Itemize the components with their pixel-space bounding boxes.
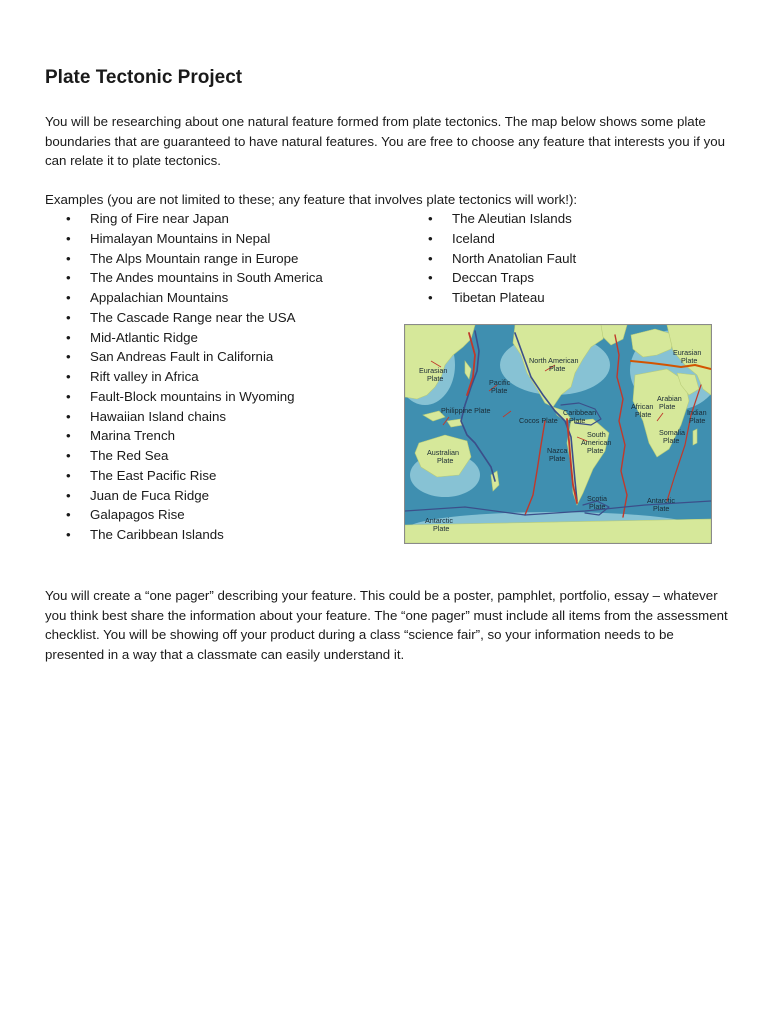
plate-boundaries-map xyxy=(404,324,712,544)
examples-list-left xyxy=(66,209,386,545)
label-caribbean: Caribbean Plate xyxy=(563,408,597,425)
label-antarctic-left: Antarctic Plate xyxy=(425,516,453,533)
list-item: • The Andes mountains in South America xyxy=(66,268,386,288)
label-eurasian-right: Eurasian Plate xyxy=(673,348,702,365)
examples-list-right xyxy=(428,209,728,308)
list-item: • Marina Trench xyxy=(66,426,386,446)
label-nazca: Nazca Plate xyxy=(547,446,568,463)
label-antarctic-right: Antarctic Plate xyxy=(647,496,675,513)
list-item: • Fault-Block mountains in Wyoming xyxy=(66,387,386,407)
list-item: • Rift valley in Africa xyxy=(66,367,386,387)
list-item: • San Andreas Fault in California xyxy=(66,347,386,367)
label-south-american: South American Plate xyxy=(581,430,612,455)
list-item: • The Caribbean Islands xyxy=(66,525,386,545)
list-item: • Tibetan Plateau xyxy=(428,288,728,308)
list-item: • Iceland xyxy=(428,229,728,249)
label-pacific: Pacific Plate xyxy=(489,378,511,395)
list-item: • Juan de Fuca Ridge xyxy=(66,486,386,506)
list-item: • The Aleutian Islands xyxy=(428,209,728,229)
list-item: • Deccan Traps xyxy=(428,268,728,288)
label-eurasian-left: Eurasian Plate xyxy=(419,366,448,383)
label-cocos: Cocos Plate xyxy=(519,416,558,425)
list-item: • The Cascade Range near the USA xyxy=(66,308,386,328)
page-title: Plate Tectonic Project xyxy=(45,67,243,88)
label-scotia: Scotia Plate xyxy=(587,494,607,511)
list-item: • The Red Sea xyxy=(66,446,386,466)
list-item: • Appalachian Mountains xyxy=(66,288,386,308)
outro-paragraph: You will create a “one pager” describing your feature. This could be a poster, pamphlet, portfolio, essay – whatever you think best share the information about your feature. The “one pager” must include all items from the assessment checklist. You will be showing off your product during a class “science fair”, so your information needs to be presented in a way that a classmate can easily understand it. xyxy=(45,588,728,662)
label-arabian: Arabian Plate xyxy=(657,394,682,411)
label-north-american: North American Plate xyxy=(529,356,579,373)
intro-paragraph: You will be researching about one natural feature formed from plate tectonics. The map below shows some plate boundaries that are guaranteed to have natural features. You are free to choose any feature that interests you if you can relate it to plate tectonics. xyxy=(45,114,726,169)
list-item: • North Anatolian Fault xyxy=(428,249,728,269)
examples-intro: Examples (you are not limited to these; any feature that involves plate tectonics will work!): xyxy=(45,192,578,207)
list-item: • Galapagos Rise xyxy=(66,505,386,525)
label-philippine: Philippine Plate xyxy=(441,406,491,415)
label-african: African Plate xyxy=(631,402,654,419)
label-indian: Indian Plate xyxy=(687,408,707,425)
list-item: • The Alps Mountain range in Europe xyxy=(66,249,386,269)
list-item: • Ring of Fire near Japan xyxy=(66,209,386,229)
label-australian: Australian Plate xyxy=(427,448,459,465)
list-item: • Himalayan Mountains in Nepal xyxy=(66,229,386,249)
label-somalia: Somalia Plate xyxy=(659,428,685,445)
list-item: • Hawaiian Island chains xyxy=(66,407,386,427)
list-item: • The East Pacific Rise xyxy=(66,466,386,486)
list-item: • Mid-Atlantic Ridge xyxy=(66,328,386,348)
